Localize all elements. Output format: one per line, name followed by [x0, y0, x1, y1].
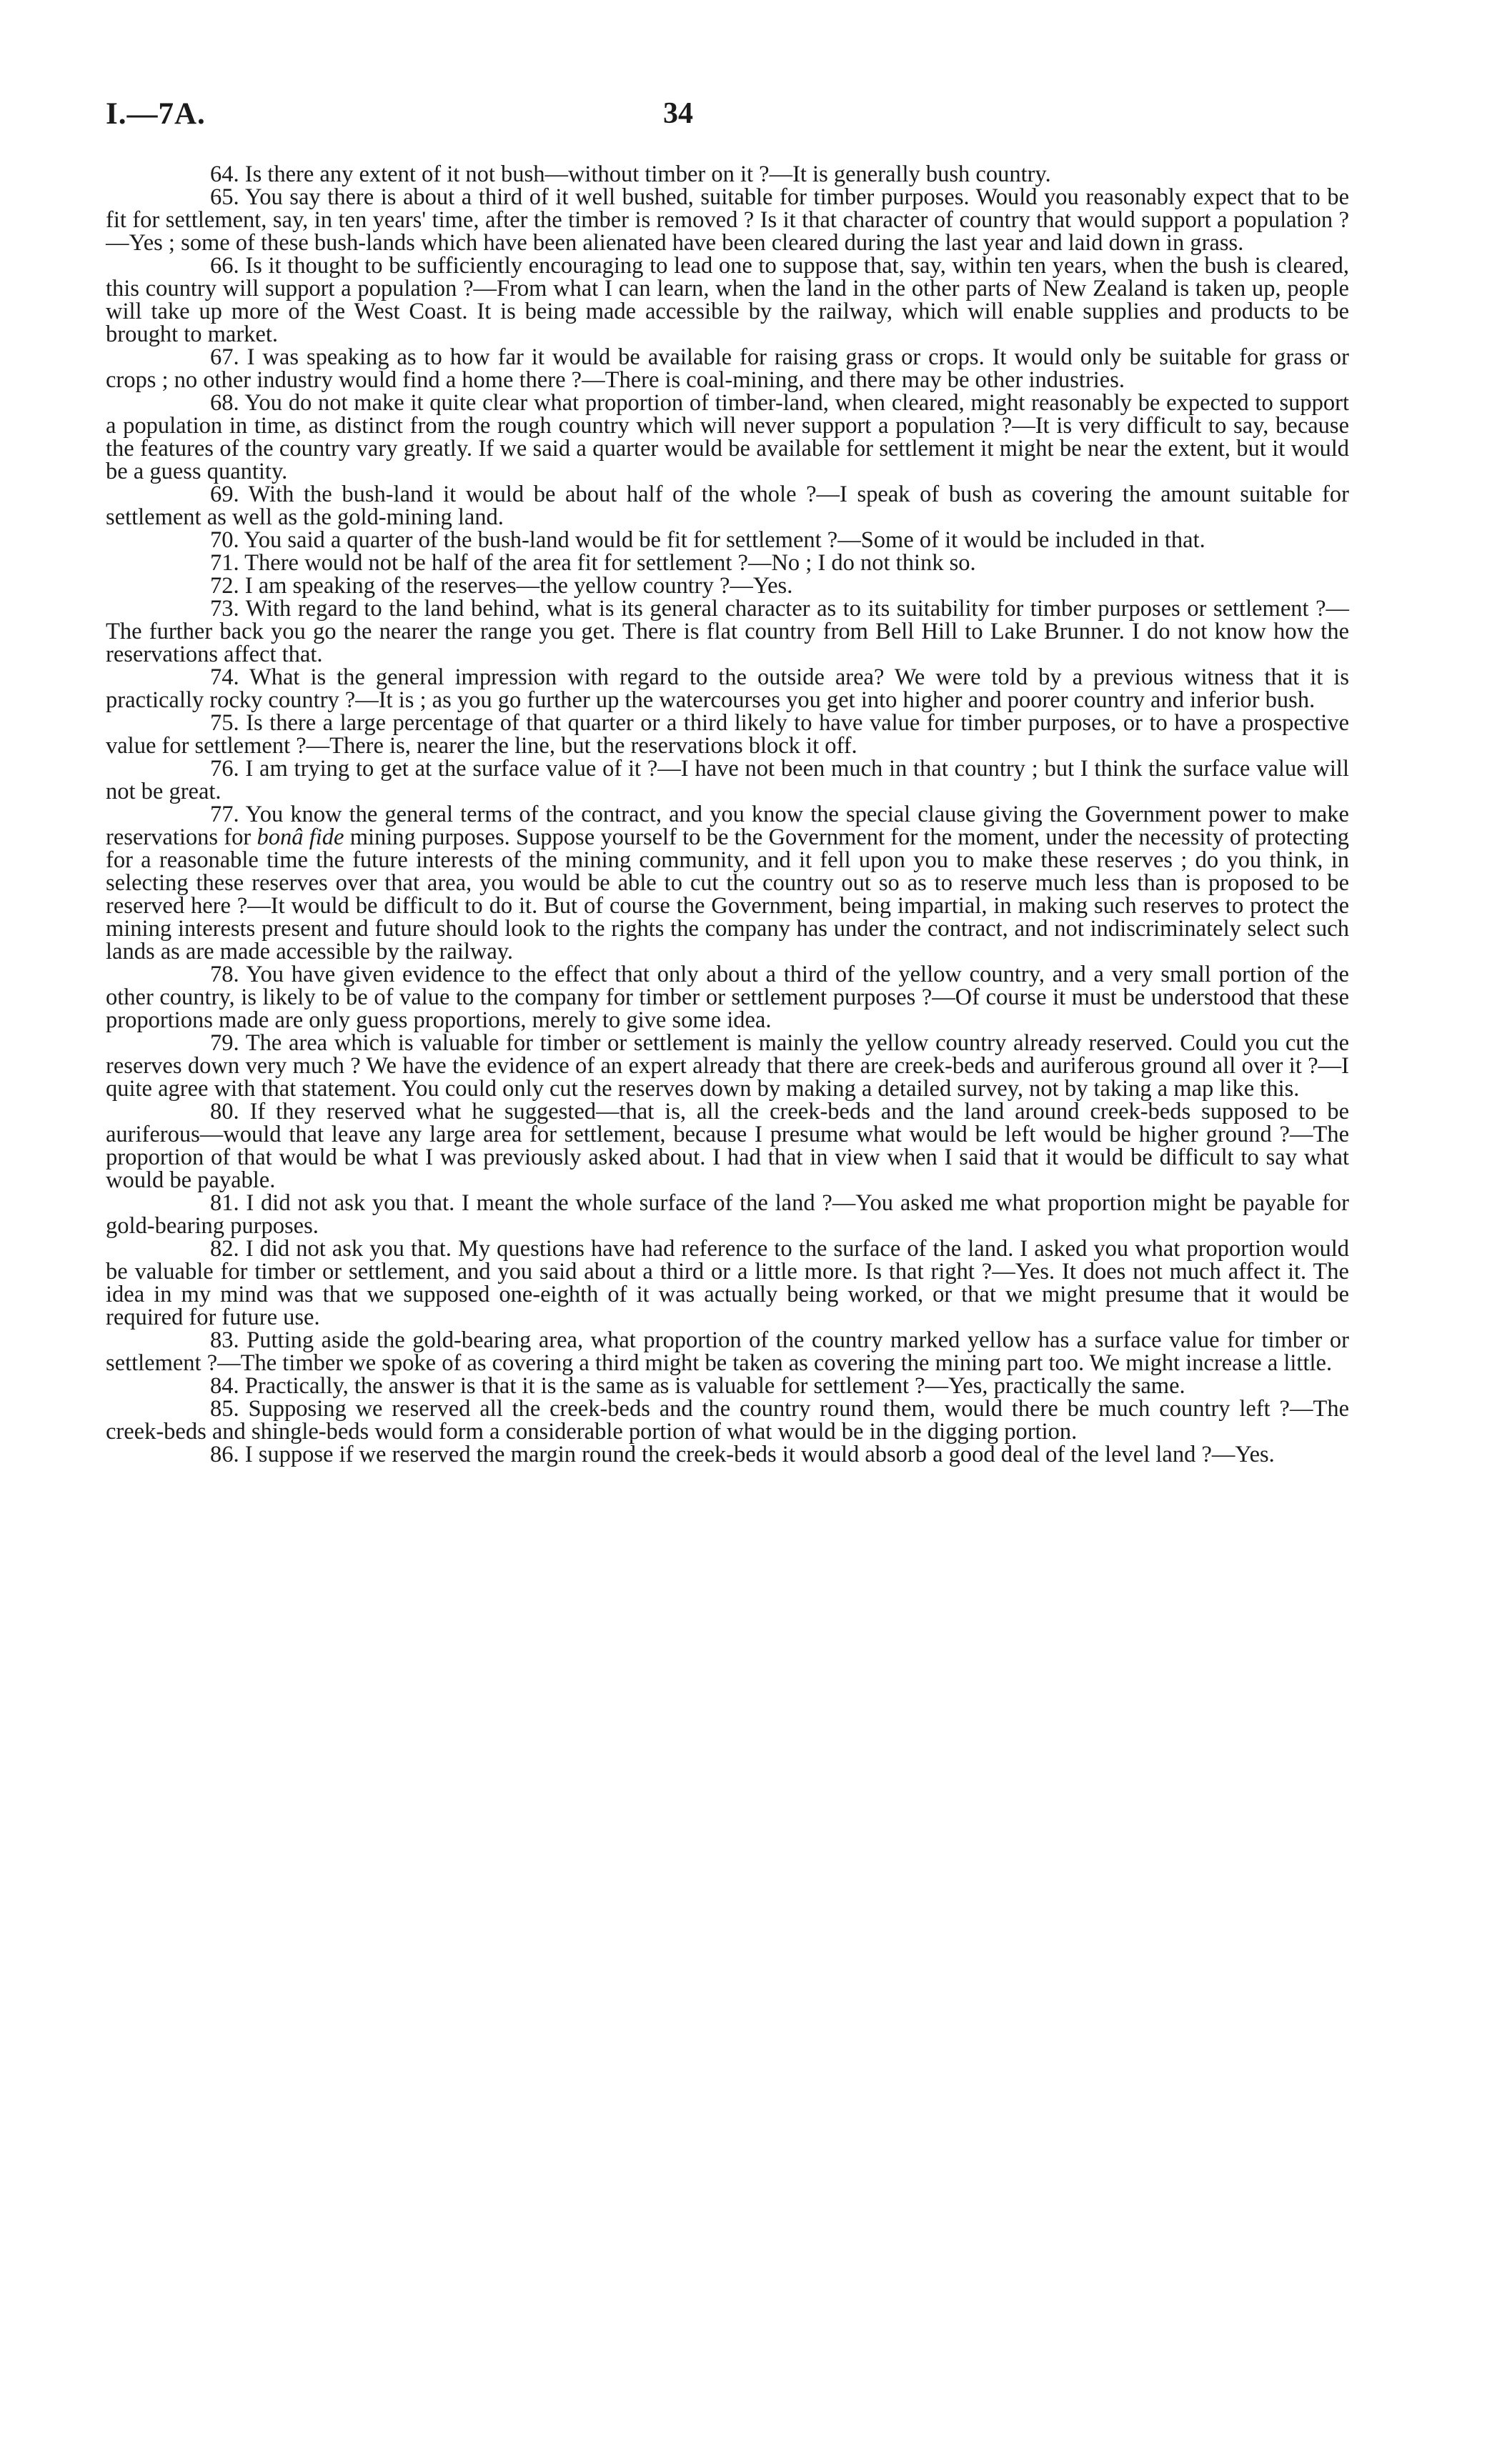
- paragraph-q69: 69. With the bush-land it would be about half of the whole ?—I speak of bush as covering the amount suitable for settlement as well as the gold-mining land.: [106, 482, 1349, 530]
- paragraph-q70: 70. You said a quarter of the bush-land would be fit for settlement ?—Some of it would be included in that.: [210, 527, 1205, 553]
- paragraph-q77: 77. You know the general terms of the contract, and you know the special clause giving the Government power to make reservations for bonâ fide mining purposes. Suppose yourself to be the Government for the moment, under the necessity of protecting for a reasonable time the future interests of the mining community, and it fell upon you to make these reserves ; do you think, in selecting these reserves over that area, you would be able to cut the country out so as to reserve much less than is proposed to be reserved here ?—It would be difficult to do it. But of course the Government, being impartial, in making such reserves to protect the mining interests present and future should look to the rights the company has under the contract, and not indiscriminately select such lands as are made accessible by the railway.: [106, 802, 1350, 964]
- paragraph-q64: 64. Is there any extent of it not bush—without timber on it ?—It is generally bush country.: [210, 161, 1051, 187]
- paragraph-q82: 82. I did not ask you that. My questions have had reference to the surface of the land. I asked you what proportion would be valuable for timber or settlement, and you said about a third or a little more. Is that right ?—Yes. It does not much affect it. The idea in my mind was that we supposed one-eighth of it was actually being worked, or that we might presume that it would be required for future use.: [106, 1236, 1349, 1330]
- paragraph-q75: 75. Is there a large percentage of that quarter or a third likely to have value for timber purposes, or to have a prospective value for settlement ?—There is, nearer the line, but the reservations block it off.: [106, 710, 1349, 759]
- paragraph-q86: 86. I suppose if we reserved the margin round the creek-beds it would absorb a good deal of the level land ?—Yes.: [210, 1442, 1275, 1467]
- paragraph-q71: 71. There would not be half of the area fit for settlement ?—No ; I do not think so.: [210, 550, 976, 576]
- paragraph-q72: 72. I am speaking of the reserves—the yellow country ?—Yes.: [210, 573, 793, 599]
- paragraph-q68: 68. You do not make it quite clear what proportion of timber-land, when cleared, might reasonably be expected to support a population in time, as distinct from the rough country which will never support a population ?—It is very difficult to say, because the features of the country vary greatly. If we said a quarter would be available for settlement it might be near the extent, but it would be a guess quantity.: [106, 390, 1349, 484]
- paragraph-q76: 76. I am trying to get at the surface value of it ?—I have not been much in that country ; but I think the surface value will not be great.: [106, 756, 1349, 804]
- paragraph-q79: 79. The area which is valuable for timber or settlement is mainly the yellow country already reserved. Could you cut the reserves down very much ? We have the evidence of an expert already that there are creek-beds and auriferous ground all over it ?—I quite agree with that statement. You could only cut the reserves down by making a detailed survey, not by taking a map like this.: [106, 1030, 1349, 1102]
- document-reference: I.—7A.: [106, 97, 206, 131]
- paragraph-q67: 67. I was speaking as to how far it would be available for raising grass or crops. It would only be suitable for grass or crops ; no other industry would find a home there ?—There is coal-mining, and there may be other industries.: [106, 344, 1349, 393]
- paragraph-q81: 81. I did not ask you that. I meant the whole surface of the land ?—You asked me what proportion might be payable for gold-bearing purposes.: [106, 1190, 1349, 1239]
- document-page: [106, 0, 1349, 2464]
- evidence-text: [106, 163, 1349, 1466]
- page-header: [106, 96, 1349, 139]
- paragraph-q84: 84. Practically, the answer is that it is the same as is valuable for settlement ?—Yes, practically the same.: [210, 1373, 1185, 1399]
- paragraph-q78: 78. You have given evidence to the effect that only about a third of the yellow country, and a very small portion of the other country, is likely to be of value to the company for timber or settlement purposes ?—Of course it must be understood that these proportions made are only guess proportions, merely to give some idea.: [106, 962, 1349, 1033]
- paragraph-q65: 65. You say there is about a third of it well bushed, suitable for timber purposes. Would you reasonably expect that to be fit for settlement, say, in ten years' time, after the timber is removed ? Is it that character of country that would support a population ?—Yes ; some of these bush-lands which have been alienated have been cleared during the last year and laid down in grass.: [106, 184, 1349, 256]
- paragraph-q73: 73. With regard to the land behind, what is its general character as to its suitability for timber purposes or settlement ?—The further back you go the nearer the range you get. There is flat country from Bell Hill to Lake Brunner. I do not know how the reservations affect that.: [106, 596, 1349, 667]
- paragraph-q74: 74. What is the general impression with regard to the outside area? We were told by a previous witness that it is practically rocky country ?—It is ; as you go further up the watercourses you get into higher and poorer country and inferior bush.: [106, 664, 1349, 713]
- page-number: 34: [663, 97, 693, 130]
- paragraph-q80: 80. If they reserved what he suggested—that is, all the creek-beds and the land around creek-beds supposed to be auriferous—would that leave any large area for settlement, because I presume what would be left would be higher ground ?—The proportion of that would be what I was previously asked about. I had that in view when I said that it would be difficult to say what would be payable.: [106, 1099, 1349, 1193]
- paragraph-q66: 66. Is it thought to be sufficiently encouraging to lead one to suppose that, say, within ten years, when the bush is cleared, this country will support a population ?—From what I can learn, when the land in the other parts of New Zealand is taken up, people will take up more of the West Coast. It is being made accessible by the railway, which will enable supplies and products to be brought to market.: [106, 253, 1349, 347]
- paragraph-q85: 85. Supposing we reserved all the creek-beds and the country round them, would there be much country left ?—The creek-beds and shingle-beds would form a considerable portion of what would be in the digging portion.: [106, 1396, 1349, 1445]
- paragraph-q83: 83. Putting aside the gold-bearing area, what proportion of the country marked yellow has a surface value for timber or settlement ?—The timber we spoke of as covering a third might be taken as covering the mining part too. We might increase a little.: [106, 1327, 1349, 1376]
